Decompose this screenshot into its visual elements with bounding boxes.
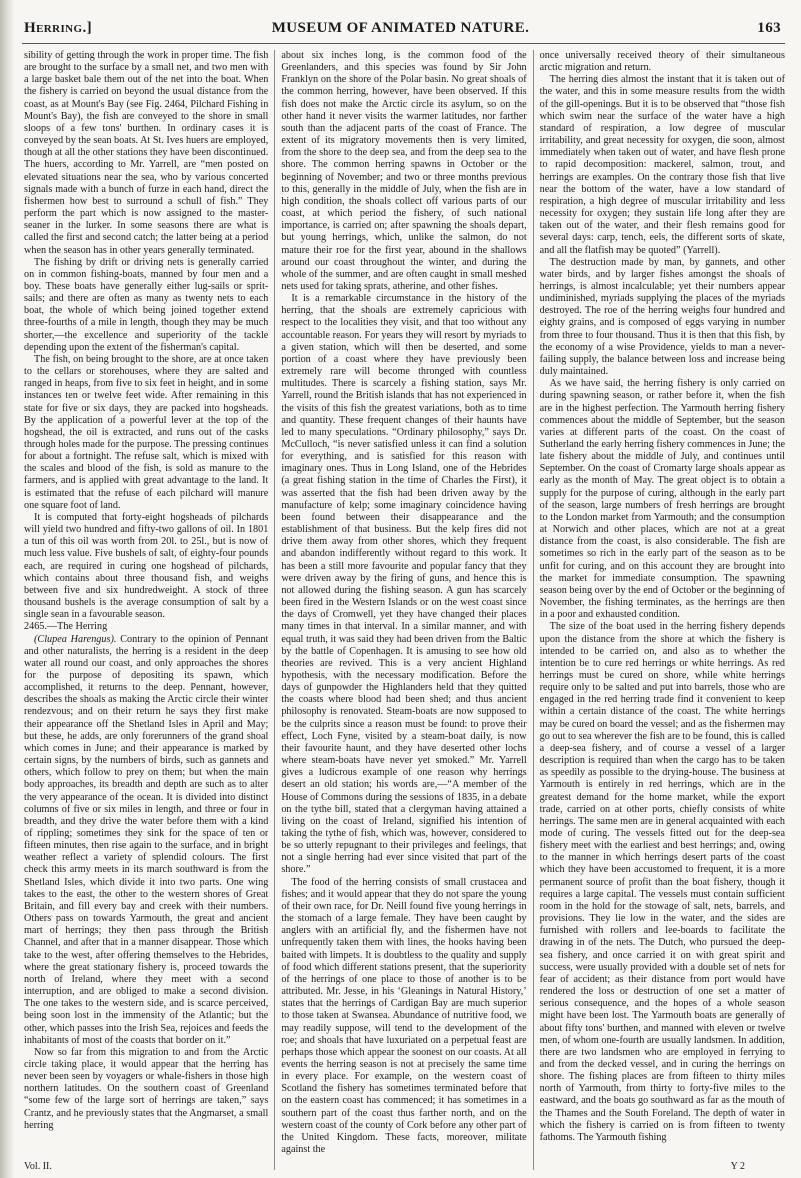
paragraph: The herring dies almost the instant that it is taken out of the water, and this in some measure results from the width of the gill-openings. But it is to be observed that “those fish which swim near the surface of the water have a high standard of respiration, a low degree of muscular irritability, and great necessity for oxygen, die soon, almost immediately when taken out of water, and have flesh prone to rapid decomposition: mackerel, salmon, trout, and herrings are examples. On the contrary those fish that live near the bottom of the water, have a low standard of respiration, a high degree of muscular irritability and less necessity for oxygen; they sustain life long after they are taken out of the water, and their flesh remains good for several days: carp, tench, eels, the different sorts of skate, and all the flatfish may be quoted” (Yarrell). (539, 74, 785, 256)
paragraph: It is a remarkable circumstance in the history of the herring, that the shoals are extremely capricious with respect to the localities they visit, and that too without any accountable reason. For years they will resort by myriads to a given station, which will then be deserted, and some portion of a coast where they have previously been extremely rare will become thronged with countless multitudes. There is scarcely a fishing station, says Mr. Yarrell, round the British islands that has not experienced in the visits of this fish the greatest variations, both as to time and quantity. These frequent changes of their haunts have led to many speculations. “Ordinary philosophy,” says Dr. McCulloch, “is never satisfied unless it can find a solution for everything, and is satisfied for this reason with imaginary ones. Thus in Long Island, one of the Hebrides (a great fishing station in the time of Charles the First), it was asserted that the fish had been driven away by the manufacture of kelp; some imaginary coincidence having been found between their disappearance and the establishment of that business. But the kelp fires did not drive them away from other shores, which they frequent and abandon indifferently without regard to this work. It has been a still more favourite and popular fancy that they were driven away by the firing of guns, and hence this is not allowed during the fishing season. A gun has scarcely been fired in the Western Islands or on the west coast since the days of Cromwell, yet they have changed their places many times in that interval. In a similar manner, and with equal truth, it was said they had been driven from the Baltic by the battle of Copenhagen. It is amusing to see how old theories are revived. This is a very ancient Highland hypothesis, with the necessary modification. Before the days of gunpowder the Highlanders held that they quitted the coasts where blood had been shed; and thus ancient philosophy is renovated. Steam-boats are now supposed to be the culprits since a reason must be found: to prove their effect, Loch Fyne, visited by a steam-boat daily, is now their favourite haunt, and they have deserted other lochs where steam-boats have never yet smoked.” Mr. Yarrell gives a ludicrous example of one reason why herrings desert an old station; his words are,—“A member of the House of Commons during the sessions of 1835, in a debate on the tythe bill, stated that a clergyman having attained a living on the coast of Ireland, signified his intention of taking the tythe of fish, which was, however, considered to be so utterly repugnant to their privileges and feelings, that not a single herring had ever since visited that part of the shore.” (281, 293, 527, 876)
volume-label: Vol. II. (24, 1161, 52, 1172)
header-rule (22, 43, 785, 44)
column-1 (24, 50, 268, 1170)
paragraph: It is computed that forty-eight hogsheads of pilchards will yield two hundred and fifty-two gallons of oil. In 1801 a tun of this oil was worth from 20l. to 25l., but is now of much less value. Five bushels of salt, of eighty-four pounds each, are required in curing one hogshead of pilchards, which contains about three thousand fish, and weighs between five and six hundredweight. A stock of three thousand bushels is the average consumption of salt by a single sean in a favourable season. (24, 511, 269, 621)
running-head-title: MUSEUM OF ANIMATED NATURE. (271, 20, 530, 36)
paragraph: once universally received theory of their simultaneous arctic migration and return. (539, 50, 785, 74)
paragraph: The size of the boat used in the herring fishery depends upon the distance from the shore at which the fishery is intended to be carried on, and also as to whether the intention be to cure red herrings or white herrings. As red herrings must be cured on shore, while white herrings require only to be salted and put into barrels, those who are engaged in the red herring trade find it convenient to keep within a certain distance of the coast. The white herrings may be cured on board the vessel; and as the fishermen may go out to sea wherever the fish are to be found, this is called a deep-sea fishery, and of course a vessel of a larger description is required than when the cargo has to be taken as speedily as possible to the drying-house. The business at Yarmouth is entirely in red herrings, which are in the greatest demand for the home market, while the export trade, carried on at other ports, chiefly consists of white herrings. The same men are in general acquainted with each mode of curing. The vessels fitted out for the deep-sea fishery meet with the earliest and best herrings; and, owing to the manner in which herrings desert parts of the coast which they have been accustomed to frequent, it is a more permanent source of profit than the boat fishery, though it requires a large capital. The vessels must contain sufficient room in the hold for the stowage of salt, nets, barrels, and provisions. They lie low in the water, and the sides are furnished with rollers and lee-boards to facilitate the drawing in of the nets. The Dutch, who pursued the deep-sea fishery, and once carried it on with great spirit and success, were usually provided with a double set of nets for fear of accident; as their distance from port would have rendered the loss or destruction of one set a matter of serious consequence, and the hopes of a whole season might have been lost. The Yarmouth boats are generally of about fifty tons' burthen, and manned with eleven or twelve men, of whom one-fourth are usually landsmen. In addition, there are two landsmen who are employed in ferrying to and from the decked vessel, and in curing the herrings on shore. The fishing places are from fifteen to thirty miles north of Yarmouth, from thirty to forty-five miles to the eastward, and the boats go southward as far as the mouth of the Thames and the South Foreland. The depth of water in which the fishery is carried on is from fifteen to twenty fathoms. The Yarmouth fishing (539, 621, 785, 1143)
paragraph: Now so far from this migration to and from the Arctic circle taking place, it would appear that the herring has never been seen by voyagers or whale-fishers in those high northern latitudes. On the southern coast of Greenland “some few of the large sort of herrings are taken,” says Crantz, and he previously states that the Angmarset, a small herring (24, 1046, 269, 1131)
paragraph-text: Contrary to the opinion of Pennant and other naturalists, the herring is a resident in the deep water all round our coast, and only approaches the shores for the purpose of depositing its spawn, which accomplished, it returns to the deep. Pennant, however, describes the shoals as making the Arctic circle their winter rendezvous; and on their return he says they first make their appearance off the Shetland Isles in April and May; but these, he adds, are only forerunners of the grand shoal which comes in June; and their appearance is marked by certain signs, by the numbers of birds, such as gannets and others, which follow to prey on them; but when the main body approaches, its breadth and depth are such as to alter the very appearance of the ocean. It is divided into distinct columns of five or six miles in length, and three or four in breadth, and they drive the water before them with a kind of rippling; sometimes they sink for the space of ten or fifteen minutes, then rise again to the surface, and in bright weather reflect a variety of splendid colours. The first check this army meets in its march southward is from the Shetland Isles, which divide it into two parts. One wing takes to the east, the other to the western shores of Great Britain, and fill every bay and creek with their numbers. Others pass on towards Yarmouth, the great and ancient mart of herrings; they then pass through the British Channel, and after that in a manner disappear. Those which take to the west, after offering themselves to the Hebrides, where the great stationary fishery is, proceed towards the north of Ireland, where they meet with a second interruption, and are obliged to make a second division. The one takes to the western side, and is scarce perceived, being soon lost in the immensity of the Atlantic; but the other, which passes into the Irish Sea, rejoices and feeds the inhabitants of most of the coasts that border on it.” (24, 633, 269, 1046)
section-heading: 2465.—The Herring (24, 621, 108, 633)
text-columns (24, 50, 785, 1170)
signature-mark: Y 2 (730, 1161, 745, 1172)
column-3 (533, 50, 785, 1170)
paragraph: sibility of getting through the work in proper time. The fish are brought to the surface by a small net, and two men with a large basket bale them out of the net into the boat. When the fishery is carried on beyond the usual distance from the coast, as at Mount's Bay (see Fig. 2464, Pilchard Fishing in Mount's Bay), the fish are conveyed to the shore in small sloops of a few tons' burthen. In ordinary cases it is conveyed by the sean boats. At St. Ives huers are employed, though at all the other stations they have been discontinued. The huers, according to Mr. Yarrell, are “men posted on elevated situations near the sea, who by various concerted signals made with a bunch of furze in each hand, direct the fishermen how best to surround a schull of fish.” They perform the part which is now assigned to the master-seaner in the lurker. In some seasons there are what is called the first and second catch; the latter being at a period when the season has in other years generally terminated. (24, 50, 269, 256)
paragraph: As we have said, the herring fishery is only carried on during spawning season, or rather before it, when the fish are in the highest perfection. The Yarmouth herring fishery commences about the middle of September, but the season varies at different parts of the coast. On the coast of Sutherland the early herring fishery commences in June; the late fishery about the middle of July, and continues until September. On the coast of Cromarty large shoals appear as early as the month of May. The great object is to obtain a supply for the purpose of curing, although in the early part of the season, large numbers of fresh herrings are brought to the London market from Yarmouth; and the consumption at Norwich and other places, which are not at a great distance from the coast, is also considerable. The fish are sometimes so rich in the early part of the season as to be unfit for curing, and on this account they are brought into the market for immediate consumption. The spawning season being over by the end of October or the beginning of November, the fishing terminates, as the herrings are then in a poor and exhausted condition. (539, 378, 785, 621)
page-binding-shadow (0, 0, 14, 1178)
species-name: (Clupea Harengus). (34, 633, 117, 645)
paragraph: about six inches long, is the common food of the Greenlanders, and this species was found by Sir John Franklyn on the shore of the Polar basin. No great shoals of the common herring, however, have been observed. If this fish does not make the Arctic circle its asylum, so on the other hand it never visits the warmer latitudes, nor farther south than the adjacent parts of the coast of France. The extent of its migratory movements then is very limited, from the shore to the deep sea, and from the deep sea to the shore. The common herring spawns in October or the beginning of November; and two or three months previous to this, generally in the middle of July, when the fish are in high condition, the shoals collect off various parts of our coast, at which period the fishery, of such national importance, is carried on; after spawning the shoals depart, but young herrings, which, unlike the salmon, do not mature their roe for the first year, abound in the shallows around our coast throughout the winter, and during the whole of the summer, and are often caught in small meshed nets used for taking sprats, atherine, and other fishes. (281, 50, 527, 292)
page-footer (22, 1156, 785, 1172)
paragraph: The fish, on being brought to the shore, are at once taken to the cellars or storehouses, where they are salted and ranged in heaps, from five to six feet in height, and in some instances ten or twelve feet wide. After remaining in this state for five or six days, they are packed into hogsheads. By the application of a powerful lever at the top of the hogshead, the oil is extracted, and runs out of the casks through holes made for the purpose. The pressing continues for about a fortnight. The refuse salt, which is mixed with the scales and blood of the fish, is sold as manure to the farmers, and is applied with great advantage to the land. It is estimated that the refuse of each pilchard will manure one square foot of land. (24, 353, 269, 511)
paragraph-herring (24, 634, 268, 1047)
column-2 (274, 50, 526, 1170)
running-head-left: Herring.] (24, 20, 93, 36)
paragraph: The food of the herring consists of small crustacea and fishes; and it would appear that they do not spare the young of their own race, for Dr. Neill found five young herrings in the stomach of a large female. They have been caught by anglers with an artificial fly, and the fishermen have not unfrequently taken them with lines, the hooks having been baited with limpets. It is doubtless to the quality and supply of food which different stations present, that the superiority of the herrings of one place to those of another is to be attributed. Mr. Jesse, in his ‘Gleanings in Natural History,’ states that the herrings of Cardigan Bay are much superior to those taken at Swansea. Abundance of nutritive food, we may readily suppose, will tend to the development of the roe; and shoals that have luxuriated on a perpetual feast are perhaps those which appear the soonest on our coasts. At all events the herring season is not at precisely the same time in every place. For example, on the western coast of Scotland the fishery has sometimes terminated before that on the eastern coast has commenced; it has sometimes in a southern part of the coast thus farther north, and on the western coast of the county of Cork before any other part of the United Kingdom. These facts, moreover, militate against the (281, 876, 527, 1156)
paragraph: The fishing by drift or driving nets is generally carried on in common fishing-boats, manned by four men and a boy. These boats have generally either lug-sails or sprit-sails; and there are often as many as twenty nets to each boat, the whole of which being joined together extend three-fourths of a mile in length, though they may be much shorter,—the excellence and superiority of the tackle depending upon the extent of the fisherman's capital. (24, 256, 269, 353)
page-number: 163 (757, 20, 781, 36)
paragraph: The destruction made by man, by gannets, and other water birds, and by larger fishes amongst the shoals of herrings, is almost incalculable; yet their numbers appear undiminished, myriads supplying the places of the myriads destroyed. The roe of the herring weighs four hundred and eighty grains, and is composed of eggs varying in number from three to four thousand. Thus it is then that this fish, by the economy of a wise Providence, yields to man a never-failing supply, the balance between loss and increase being duly maintained. (539, 256, 785, 378)
